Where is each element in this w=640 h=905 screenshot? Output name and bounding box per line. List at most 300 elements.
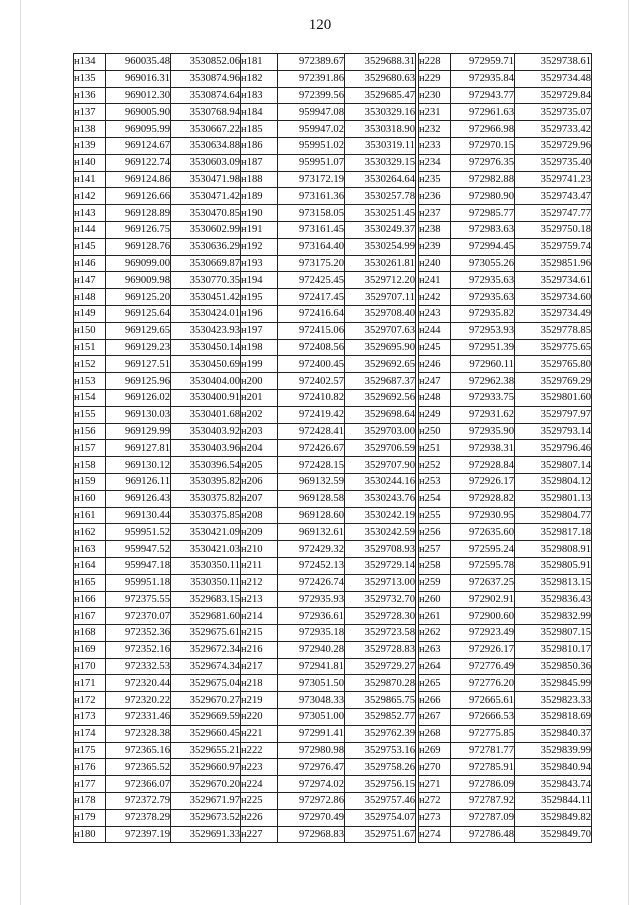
x-coordinate: 972980.98 [278, 742, 345, 759]
x-coordinate: 972365.16 [106, 742, 171, 759]
y-coordinate: 3530602.99 [171, 221, 241, 238]
y-coordinate: 3529728.83 [345, 641, 416, 658]
point-id: н269 [419, 742, 451, 759]
y-coordinate: 3529734.49 [515, 305, 592, 322]
point-id: н240 [419, 255, 451, 272]
x-coordinate: 972935.63 [451, 272, 515, 289]
y-coordinate: 3530261.81 [345, 255, 416, 272]
point-id: н178 [74, 793, 106, 810]
table-row [74, 473, 241, 490]
y-coordinate: 3530242.59 [345, 524, 416, 541]
table-row [241, 87, 416, 104]
point-id: н148 [74, 289, 106, 306]
point-id: н188 [241, 171, 278, 188]
x-coordinate: 972980.90 [451, 188, 515, 205]
y-coordinate: 3529852.77 [345, 709, 416, 726]
y-coordinate: 3529743.47 [515, 188, 592, 205]
point-id: н134 [74, 54, 106, 71]
point-id: н150 [74, 322, 106, 339]
y-coordinate: 3530395.82 [171, 473, 241, 490]
x-coordinate: 972320.44 [106, 675, 171, 692]
x-coordinate: 972378.29 [106, 809, 171, 826]
x-coordinate: 969128.76 [106, 238, 171, 255]
y-coordinate: 3529683.15 [171, 591, 241, 608]
table-row [74, 356, 241, 373]
x-coordinate: 969130.12 [106, 457, 171, 474]
table-row [241, 557, 416, 574]
y-coordinate: 3529804.77 [515, 507, 592, 524]
y-coordinate: 3529723.58 [345, 625, 416, 642]
x-coordinate: 960035.48 [106, 54, 171, 71]
y-coordinate: 3530249.37 [345, 221, 416, 238]
x-coordinate: 972428.15 [278, 457, 345, 474]
y-coordinate: 3529669.59 [171, 709, 241, 726]
table-row [419, 692, 592, 709]
table-row [419, 675, 592, 692]
left-scan-edge [20, 0, 21, 905]
y-coordinate: 3530257.78 [345, 188, 416, 205]
point-id: н217 [241, 658, 278, 675]
table-row [241, 709, 416, 726]
y-coordinate: 3529729.84 [515, 87, 592, 104]
point-id: н256 [419, 524, 451, 541]
table-row [241, 255, 416, 272]
y-coordinate: 3530350.11 [171, 557, 241, 574]
table-row [241, 272, 416, 289]
y-coordinate: 3529851.96 [515, 255, 592, 272]
x-coordinate: 959947.08 [278, 104, 345, 121]
table-row [241, 154, 416, 171]
point-id: н173 [74, 709, 106, 726]
point-id: н248 [419, 389, 451, 406]
table-row [74, 641, 241, 658]
x-coordinate: 959947.18 [106, 557, 171, 574]
point-id: н180 [74, 826, 106, 843]
x-coordinate: 969126.02 [106, 389, 171, 406]
y-coordinate: 3530471.42 [171, 188, 241, 205]
table-row [241, 692, 416, 709]
y-coordinate: 3529707.63 [345, 322, 416, 339]
y-coordinate: 3530451.42 [171, 289, 241, 306]
x-coordinate: 972389.67 [278, 54, 345, 71]
table-row [419, 272, 592, 289]
x-coordinate: 972410.82 [278, 389, 345, 406]
point-id: н159 [74, 473, 106, 490]
x-coordinate: 969095.99 [106, 121, 171, 138]
x-coordinate: 969124.67 [106, 137, 171, 154]
table-row [241, 625, 416, 642]
table-row [74, 205, 241, 222]
y-coordinate: 3529808.91 [515, 541, 592, 558]
table-row [74, 305, 241, 322]
point-id: н197 [241, 322, 278, 339]
point-id: н204 [241, 440, 278, 457]
y-coordinate: 3530244.16 [345, 473, 416, 490]
y-coordinate: 3529754.07 [345, 809, 416, 826]
y-coordinate: 3529796.46 [515, 440, 592, 457]
x-coordinate: 973161.45 [278, 221, 345, 238]
point-id: н215 [241, 625, 278, 642]
x-coordinate: 969127.51 [106, 356, 171, 373]
x-coordinate: 969128.60 [278, 507, 345, 524]
point-id: н247 [419, 373, 451, 390]
x-coordinate: 973161.36 [278, 188, 345, 205]
y-coordinate: 3530874.64 [171, 87, 241, 104]
table-row [419, 490, 592, 507]
y-coordinate: 3529870.28 [345, 675, 416, 692]
table-row [74, 154, 241, 171]
point-id: н210 [241, 541, 278, 558]
y-coordinate: 3530669.87 [171, 255, 241, 272]
x-coordinate: 972933.75 [451, 389, 515, 406]
x-coordinate: 969130.03 [106, 406, 171, 423]
table-row [241, 104, 416, 121]
y-coordinate: 3529843.74 [515, 776, 592, 793]
x-coordinate: 972417.45 [278, 289, 345, 306]
point-id: н167 [74, 608, 106, 625]
y-coordinate: 3529801.60 [515, 389, 592, 406]
x-coordinate: 972776.20 [451, 675, 515, 692]
x-coordinate: 972976.35 [451, 154, 515, 171]
point-id: н161 [74, 507, 106, 524]
x-coordinate: 972352.36 [106, 625, 171, 642]
table-row [241, 725, 416, 742]
table-row [74, 238, 241, 255]
x-coordinate: 969126.11 [106, 473, 171, 490]
table-row [74, 104, 241, 121]
table-row [74, 87, 241, 104]
table-row [241, 759, 416, 776]
x-coordinate: 973051.50 [278, 675, 345, 692]
x-coordinate: 972931.62 [451, 406, 515, 423]
x-coordinate: 972787.92 [451, 793, 515, 810]
table-row [241, 171, 416, 188]
point-id: н225 [241, 793, 278, 810]
table-row [419, 373, 592, 390]
table-row [419, 725, 592, 742]
table-row [241, 440, 416, 457]
table-row [241, 742, 416, 759]
table-row [74, 171, 241, 188]
point-id: н168 [74, 625, 106, 642]
point-id: н232 [419, 121, 451, 138]
y-coordinate: 3530329.16 [345, 104, 416, 121]
table-row [241, 70, 416, 87]
table-row [419, 759, 592, 776]
point-id: н170 [74, 658, 106, 675]
y-coordinate: 3529741.23 [515, 171, 592, 188]
table-row [419, 154, 592, 171]
x-coordinate: 972666.53 [451, 709, 515, 726]
y-coordinate: 3529734.48 [515, 70, 592, 87]
point-id: н218 [241, 675, 278, 692]
point-id: н172 [74, 692, 106, 709]
x-coordinate: 972928.82 [451, 490, 515, 507]
x-coordinate: 972426.74 [278, 574, 345, 591]
x-coordinate: 972400.45 [278, 356, 345, 373]
point-id: н226 [241, 809, 278, 826]
x-coordinate: 969128.58 [278, 490, 345, 507]
point-id: н160 [74, 490, 106, 507]
y-coordinate: 3529691.33 [171, 826, 241, 843]
y-coordinate: 3529685.47 [345, 87, 416, 104]
table-row [419, 305, 592, 322]
x-coordinate: 972328.38 [106, 725, 171, 742]
point-id: н147 [74, 272, 106, 289]
point-id: н174 [74, 725, 106, 742]
x-coordinate: 972416.64 [278, 305, 345, 322]
point-id: н195 [241, 289, 278, 306]
table-row [74, 776, 241, 793]
table-row [74, 574, 241, 591]
x-coordinate: 972935.63 [451, 289, 515, 306]
x-coordinate: 972365.52 [106, 759, 171, 776]
x-coordinate: 972776.49 [451, 658, 515, 675]
x-coordinate: 969126.43 [106, 490, 171, 507]
table-row [241, 205, 416, 222]
x-coordinate: 972935.18 [278, 625, 345, 642]
point-id: н145 [74, 238, 106, 255]
table-row [419, 104, 592, 121]
point-id: н202 [241, 406, 278, 423]
point-id: н182 [241, 70, 278, 87]
y-coordinate: 3529751.67 [345, 826, 416, 843]
point-id: н224 [241, 776, 278, 793]
table-row [241, 305, 416, 322]
table-row [74, 759, 241, 776]
table-row [419, 255, 592, 272]
y-coordinate: 3529735.07 [515, 104, 592, 121]
point-id: н205 [241, 457, 278, 474]
x-coordinate: 972637.25 [451, 574, 515, 591]
y-coordinate: 3530329.15 [345, 154, 416, 171]
point-id: н213 [241, 591, 278, 608]
table-row [419, 440, 592, 457]
point-id: н200 [241, 373, 278, 390]
x-coordinate: 972426.67 [278, 440, 345, 457]
x-coordinate: 969126.66 [106, 188, 171, 205]
x-coordinate: 972982.88 [451, 171, 515, 188]
y-coordinate: 3529840.37 [515, 725, 592, 742]
x-coordinate: 972960.11 [451, 356, 515, 373]
point-id: н176 [74, 759, 106, 776]
y-coordinate: 3530874.96 [171, 70, 241, 87]
point-id: н186 [241, 137, 278, 154]
table-row [419, 238, 592, 255]
x-coordinate: 972935.90 [451, 423, 515, 440]
y-coordinate: 3530770.35 [171, 272, 241, 289]
point-id: н143 [74, 205, 106, 222]
x-coordinate: 972429.32 [278, 541, 345, 558]
x-coordinate: 969012.30 [106, 87, 171, 104]
point-id: н259 [419, 574, 451, 591]
table-row [241, 675, 416, 692]
point-id: н261 [419, 608, 451, 625]
point-id: н223 [241, 759, 278, 776]
point-id: н149 [74, 305, 106, 322]
table-row [419, 406, 592, 423]
point-id: н250 [419, 423, 451, 440]
point-id: н263 [419, 641, 451, 658]
point-id: н251 [419, 440, 451, 457]
point-id: н228 [419, 54, 451, 71]
table-row [241, 490, 416, 507]
y-coordinate: 3530603.09 [171, 154, 241, 171]
y-coordinate: 3530242.19 [345, 507, 416, 524]
y-coordinate: 3530243.76 [345, 490, 416, 507]
point-id: н155 [74, 406, 106, 423]
x-coordinate: 973055.26 [451, 255, 515, 272]
y-coordinate: 3530471.98 [171, 171, 241, 188]
x-coordinate: 972935.82 [451, 305, 515, 322]
y-coordinate: 3529698.64 [345, 406, 416, 423]
y-coordinate: 3530319.11 [345, 137, 416, 154]
y-coordinate: 3530350.11 [171, 574, 241, 591]
x-coordinate: 972331.46 [106, 709, 171, 726]
point-id: н196 [241, 305, 278, 322]
point-id: н270 [419, 759, 451, 776]
table-row [419, 793, 592, 810]
y-coordinate: 3529707.11 [345, 289, 416, 306]
table-row [419, 574, 592, 591]
point-id: н158 [74, 457, 106, 474]
y-coordinate: 3529747.77 [515, 205, 592, 222]
table-row [419, 221, 592, 238]
table-row [74, 742, 241, 759]
point-id: н268 [419, 725, 451, 742]
table-row [74, 490, 241, 507]
y-coordinate: 3529703.00 [345, 423, 416, 440]
point-id: н266 [419, 692, 451, 709]
y-coordinate: 3529753.16 [345, 742, 416, 759]
point-id: н214 [241, 608, 278, 625]
x-coordinate: 972938.31 [451, 440, 515, 457]
y-coordinate: 3529674.34 [171, 658, 241, 675]
point-id: н206 [241, 473, 278, 490]
y-coordinate: 3529670.20 [171, 776, 241, 793]
x-coordinate: 972959.71 [451, 54, 515, 71]
y-coordinate: 3530396.54 [171, 457, 241, 474]
point-id: н165 [74, 574, 106, 591]
point-id: н181 [241, 54, 278, 71]
point-id: н211 [241, 557, 278, 574]
x-coordinate: 969127.81 [106, 440, 171, 457]
point-id: н194 [241, 272, 278, 289]
point-id: н231 [419, 104, 451, 121]
y-coordinate: 3529758.26 [345, 759, 416, 776]
x-coordinate: 972665.61 [451, 692, 515, 709]
y-coordinate: 3529845.99 [515, 675, 592, 692]
x-coordinate: 972935.84 [451, 70, 515, 87]
table-row [241, 356, 416, 373]
x-coordinate: 969129.99 [106, 423, 171, 440]
x-coordinate: 972787.09 [451, 809, 515, 826]
y-coordinate: 3530375.82 [171, 490, 241, 507]
x-coordinate: 972953.93 [451, 322, 515, 339]
point-id: н184 [241, 104, 278, 121]
table-row [74, 221, 241, 238]
y-coordinate: 3529675.61 [171, 625, 241, 642]
x-coordinate: 972926.17 [451, 473, 515, 490]
x-coordinate: 959947.02 [278, 121, 345, 138]
point-id: н237 [419, 205, 451, 222]
x-coordinate: 972928.84 [451, 457, 515, 474]
x-coordinate: 972900.60 [451, 608, 515, 625]
point-id: н140 [74, 154, 106, 171]
point-id: н234 [419, 154, 451, 171]
table-row [419, 137, 592, 154]
y-coordinate: 3529655.21 [171, 742, 241, 759]
table-row [74, 675, 241, 692]
table-row [74, 188, 241, 205]
x-coordinate: 972775.85 [451, 725, 515, 742]
x-coordinate: 972419.42 [278, 406, 345, 423]
table-row [419, 709, 592, 726]
x-coordinate: 972941.81 [278, 658, 345, 675]
point-id: н233 [419, 137, 451, 154]
x-coordinate: 972397.19 [106, 826, 171, 843]
x-coordinate: 969125.96 [106, 373, 171, 390]
x-coordinate: 972785.91 [451, 759, 515, 776]
page-number: 120 [308, 17, 332, 33]
point-id: н163 [74, 541, 106, 558]
y-coordinate: 3530470.85 [171, 205, 241, 222]
table-row [241, 776, 416, 793]
table-row [419, 356, 592, 373]
table-row [419, 188, 592, 205]
table-row [241, 373, 416, 390]
table-row [74, 457, 241, 474]
y-coordinate: 3529804.12 [515, 473, 592, 490]
y-coordinate: 3529775.65 [515, 339, 592, 356]
x-coordinate: 969129.23 [106, 339, 171, 356]
table-row [74, 809, 241, 826]
point-id: н151 [74, 339, 106, 356]
x-coordinate: 972372.79 [106, 793, 171, 810]
x-coordinate: 972428.41 [278, 423, 345, 440]
point-id: н209 [241, 524, 278, 541]
table-row [74, 121, 241, 138]
y-coordinate: 3530401.68 [171, 406, 241, 423]
point-id: н255 [419, 507, 451, 524]
table-row [241, 457, 416, 474]
x-coordinate: 959951.02 [278, 137, 345, 154]
table-row [419, 507, 592, 524]
x-coordinate: 973051.00 [278, 709, 345, 726]
coordinate-table-3 [418, 53, 592, 843]
x-coordinate: 969129.65 [106, 322, 171, 339]
y-coordinate: 3530375.85 [171, 507, 241, 524]
table-row [241, 54, 416, 71]
table-row [241, 188, 416, 205]
point-id: н193 [241, 255, 278, 272]
table-row [419, 171, 592, 188]
point-id: н239 [419, 238, 451, 255]
table-row [241, 641, 416, 658]
table-row [419, 70, 592, 87]
y-coordinate: 3530424.01 [171, 305, 241, 322]
x-coordinate: 972961.63 [451, 104, 515, 121]
point-id: н156 [74, 423, 106, 440]
point-id: н169 [74, 641, 106, 658]
table-row [241, 809, 416, 826]
table-row [74, 423, 241, 440]
y-coordinate: 3529670.27 [171, 692, 241, 709]
table-row [241, 608, 416, 625]
table-row [74, 70, 241, 87]
y-coordinate: 3529712.20 [345, 272, 416, 289]
x-coordinate: 972935.93 [278, 591, 345, 608]
